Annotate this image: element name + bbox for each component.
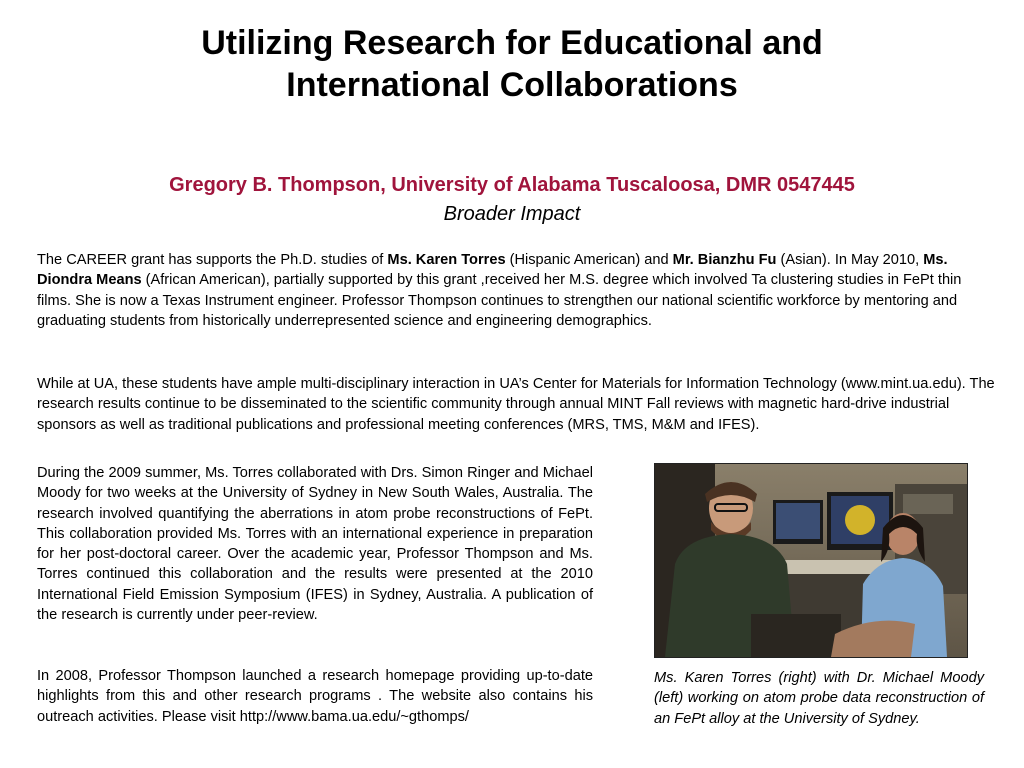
- lab-photo-illustration: [655, 464, 967, 657]
- paragraph-career-grant: [37, 250, 997, 331]
- paragraph-research-homepage: In 2008, Professor Thompson launched a research homepage providing up-to-date highlights from this and other research programs . The website also contains his outreach activities. Please visit http://www.bama.ua.edu/~gthomps/: [37, 668, 593, 725]
- p1-name-means: Ms. Diondra Means: [37, 252, 948, 289]
- title-line-1: Utilizing Research for Educational and: [201, 24, 823, 62]
- p1-text-3: (Asian). In May 2010,: [776, 252, 924, 268]
- p1-name-fu: Mr. Bianzhu Fu: [672, 252, 777, 268]
- p1-text-4: (African American), partially supported by this grant ,received her M.S. degree which involved Ta clustering studies in FePt thin films. She is now a Texas Instrument engineer. Professor Thompson continues to strengthen our national scientific workforce by mentoring and graduating students from historically underrepresented science and engineering demographics.: [37, 272, 962, 329]
- subtitle: Broader Impact: [443, 203, 581, 225]
- lab-photo: [654, 463, 968, 658]
- author-line: Gregory B. Thompson, University of Alabama Tuscaloosa, DMR 0547445: [169, 174, 855, 196]
- paragraph-mint-interaction: While at UA, these students have ample multi-disciplinary interaction in UA’s Center for Materials for Information Technology (www.mint.ua.edu). The research results continue to be disseminated to the scientific community through annual MINT Fall reviews with magnetic hard-drive industrial sponsors as well as traditional publications and professional meeting conferences (MRS, TMS, M&M and IFES).: [37, 376, 995, 433]
- p1-text-2: (Hispanic American) and: [505, 252, 673, 268]
- page-title: [0, 22, 1024, 106]
- paragraph-sydney-collaboration: During the 2009 summer, Ms. Torres collaborated with Drs. Simon Ringer and Michael Moody for two weeks at the University of Sydney in New South Wales, Australia. The research involved quantifying the aberrations in atom probe reconstructions of FePt. This collaboration provided Ms. Torres with an international experience in preparation for her post-doctoral career. Over the academic year, Professor Thompson and Ms. Torres continued this collaboration and the results were presented at the 2010 International Field Emission Symposium (IFES) in Sydney, Australia. A publication of the research is currently under peer-review.: [37, 465, 593, 624]
- title-line-2: International Collaborations: [286, 66, 738, 104]
- photo-caption: Ms. Karen Torres (right) with Dr. Michael Moody (left) working on atom probe data reconstruction of an FePt alloy at the University of Sydney.: [654, 670, 984, 727]
- p1-name-torres: Ms. Karen Torres: [387, 252, 506, 268]
- p1-text-1: The CAREER grant has supports the Ph.D. studies of: [37, 252, 388, 268]
